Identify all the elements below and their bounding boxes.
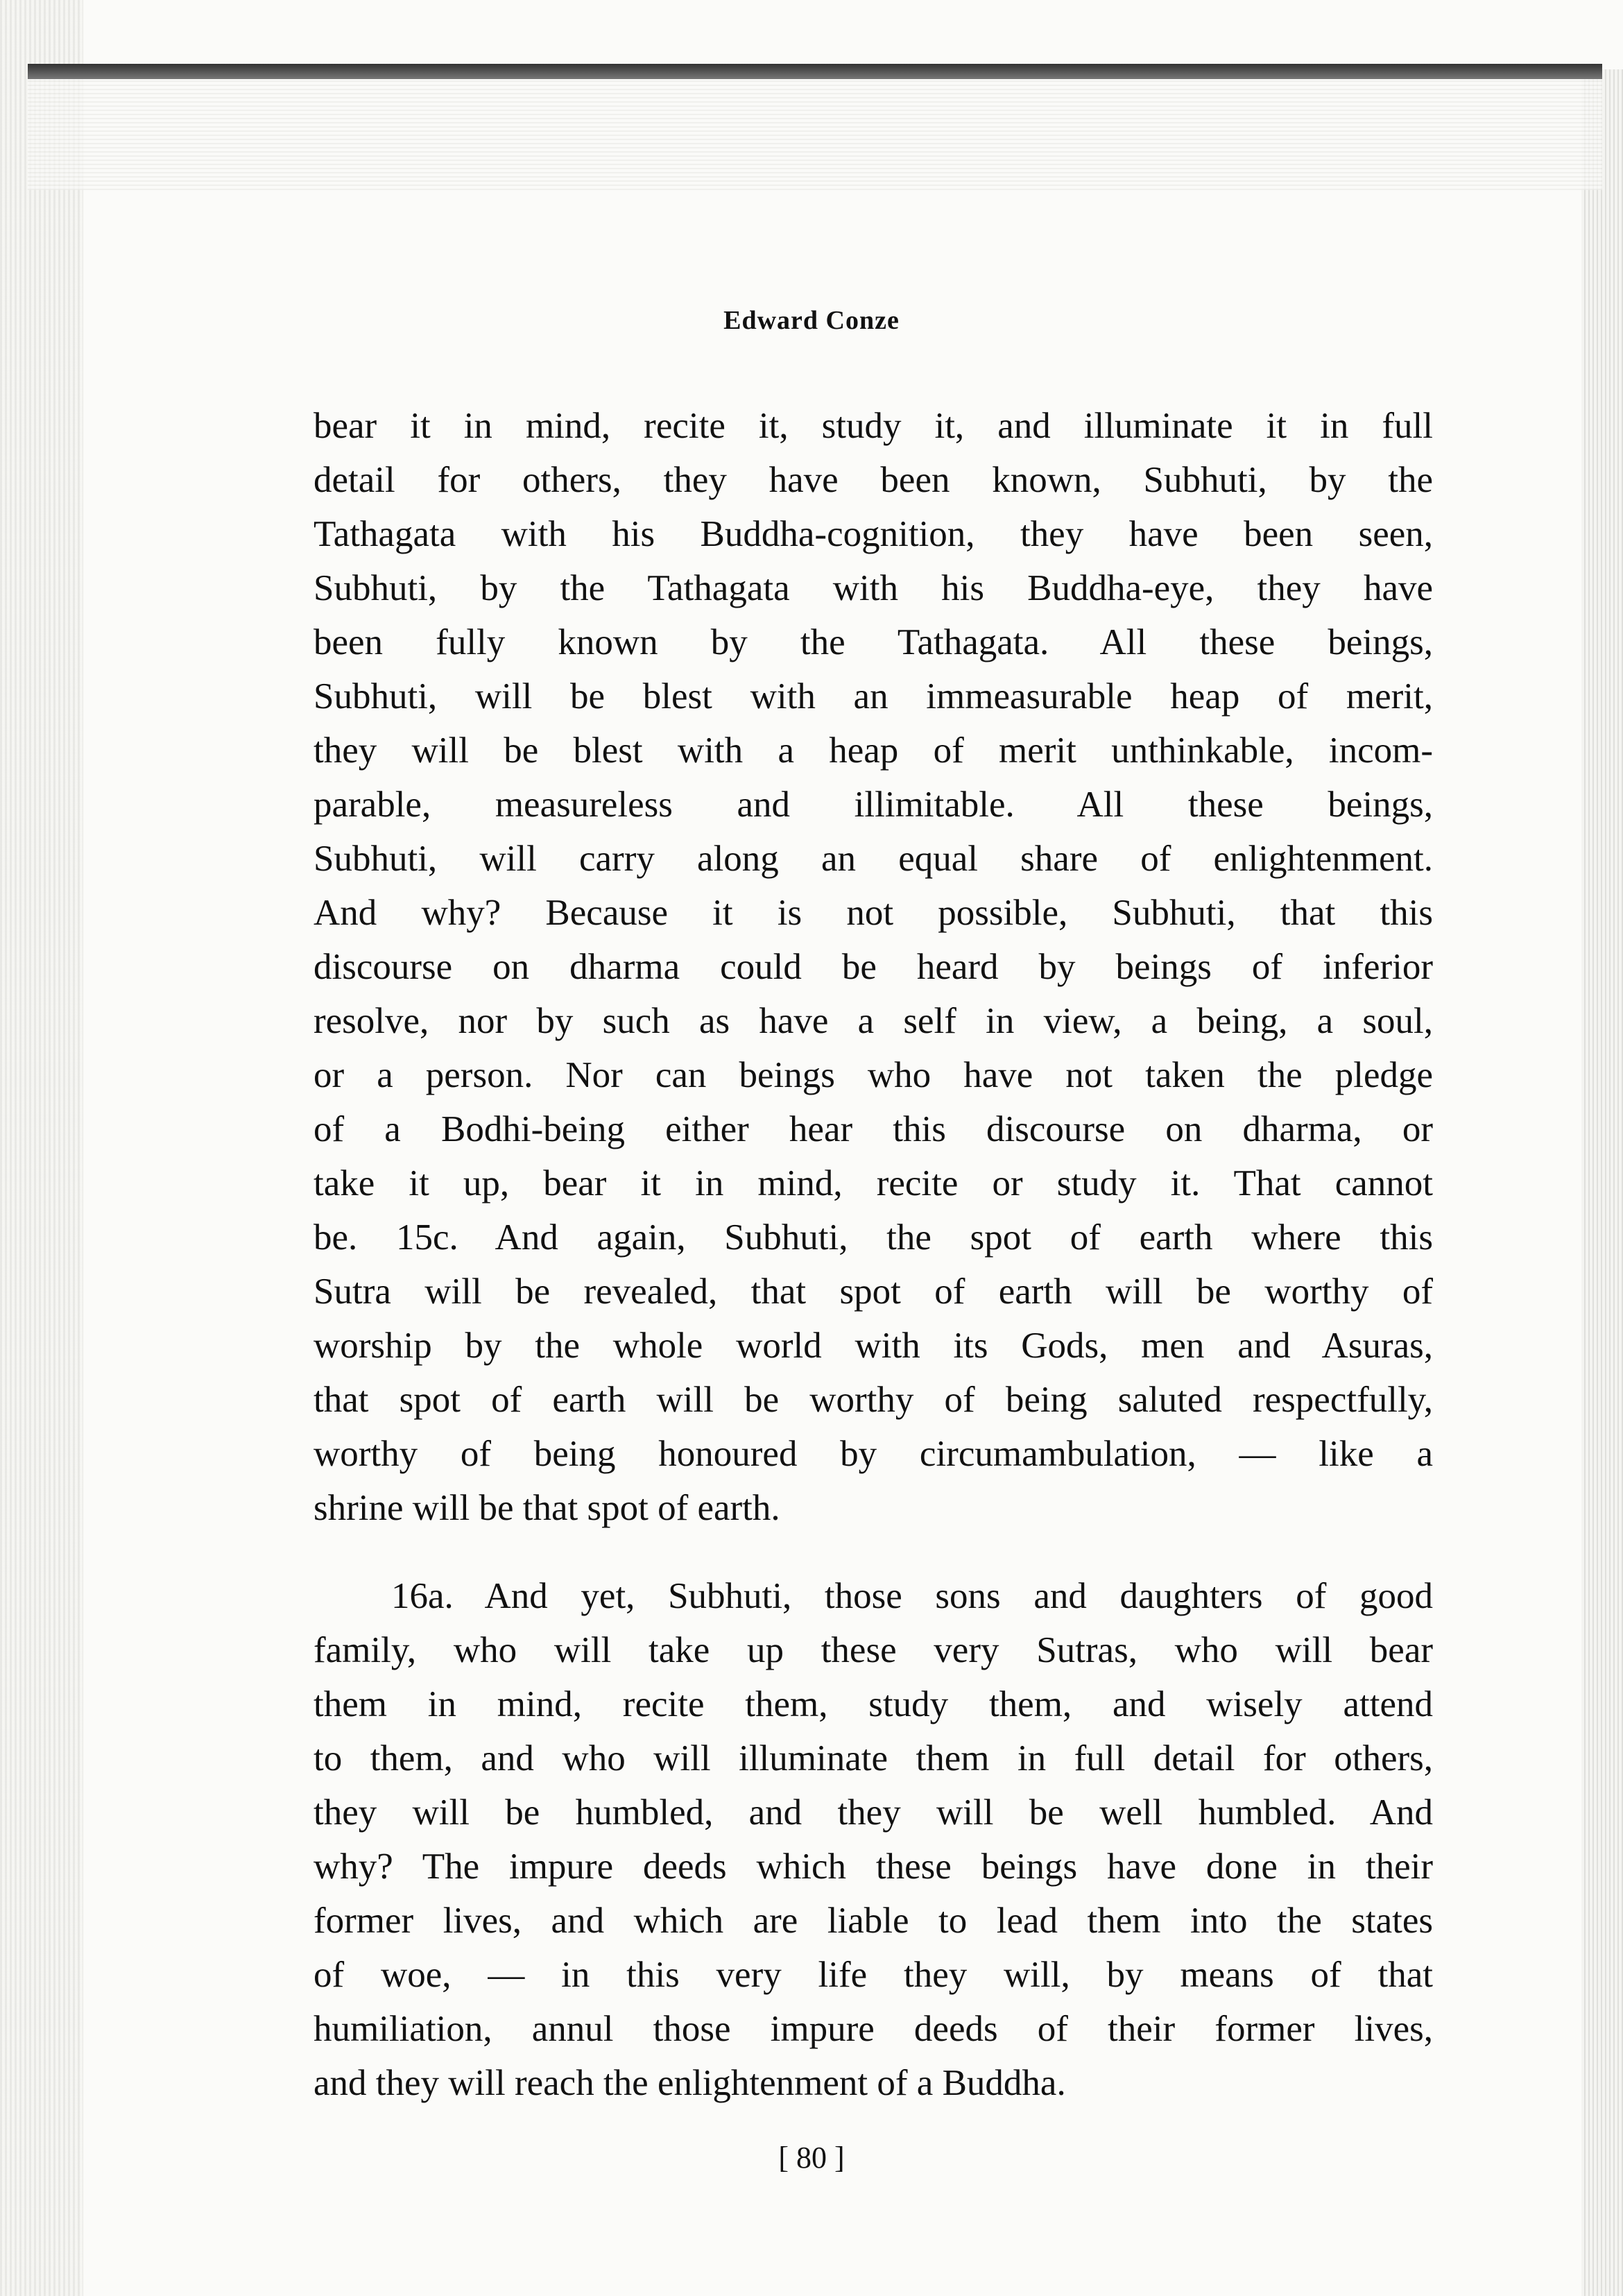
- scan-edge-right: [1581, 69, 1623, 2296]
- text-line: family, who will take up these very Sutras, who will bear: [314, 1630, 1433, 1670]
- text-line: Subhuti, will be blest with an immeasurable heap of merit,: [314, 676, 1433, 717]
- text-line: of woe, — in this very life they will, by means of that: [314, 1955, 1433, 1995]
- text-line: parable, measureless and illimitable. All these beings,: [314, 785, 1433, 825]
- text-line: worship by the whole world with its Gods, men and Asuras,: [314, 1326, 1433, 1366]
- text-line: and they will reach the enlightenment of a Buddha.: [314, 2063, 1066, 2103]
- text-line: take it up, bear it in mind, recite or study it. That cannot: [314, 1163, 1433, 1203]
- text-line: they will be humbled, and they will be well humbled. And: [314, 1792, 1433, 1833]
- text-line: them in mind, recite them, study them, and wisely attend: [314, 1684, 1433, 1724]
- text-line: they will be blest with a heap of merit unthinkable, incom-: [314, 730, 1433, 771]
- text-line: worthy of being honoured by circumambulation, — like a: [314, 1434, 1433, 1474]
- text-line: Sutra will be revealed, that spot of earth will be worthy of: [314, 1271, 1433, 1312]
- paragraph-1: [314, 399, 1433, 1535]
- text-line: be. 15c. And again, Subhuti, the spot of earth where this: [314, 1217, 1433, 1258]
- text-line: or a person. Nor can beings who have not taken the pledge: [314, 1055, 1433, 1095]
- text-line: discourse on dharma could be heard by beings of inferior: [314, 947, 1433, 987]
- text-line: Subhuti, will carry along an equal share of enlightenment.: [314, 839, 1433, 879]
- text-line: 16a. And yet, Subhuti, those sons and daughters of good: [391, 1576, 1433, 1616]
- text-line: of a Bodhi-being either hear this discourse on dharma, or: [314, 1109, 1433, 1149]
- running-head: Edward Conze: [723, 306, 900, 335]
- text-line: bear it in mind, recite it, study it, and illuminate it in full: [314, 406, 1433, 446]
- text-line: resolve, nor by such as have a self in view, a being, a soul,: [314, 1001, 1433, 1041]
- text-line: shrine will be that spot of earth.: [314, 1488, 780, 1528]
- scan-top-texture: [28, 79, 1602, 190]
- page-number: [ 80 ]: [778, 2141, 845, 2175]
- text-line: humiliation, annul those impure deeds of their former lives,: [314, 2009, 1433, 2049]
- text-line: to them, and who will illuminate them in full detail for others,: [314, 1738, 1433, 1779]
- text-line: that spot of earth will be worthy of being saluted respectfully,: [314, 1380, 1433, 1420]
- text-line: Tathagata with his Buddha-cognition, they have been seen,: [314, 514, 1433, 554]
- text-line: former lives, and which are liable to lead them into the states: [314, 1901, 1433, 1941]
- text-line: why? The impure deeds which these beings have done in their: [314, 1847, 1433, 1887]
- text-line: been fully known by the Tathagata. All these beings,: [314, 622, 1433, 662]
- text-line: And why? Because it is not possible, Subhuti, that this: [314, 893, 1433, 933]
- text-line: detail for others, they have been known, Subhuti, by the: [314, 460, 1433, 500]
- paragraph-2: [314, 1569, 1433, 2110]
- text-line: Subhuti, by the Tathagata with his Buddha-eye, they have: [314, 568, 1433, 608]
- scan-edge-left: [0, 0, 83, 2296]
- scan-top-border: [28, 64, 1602, 79]
